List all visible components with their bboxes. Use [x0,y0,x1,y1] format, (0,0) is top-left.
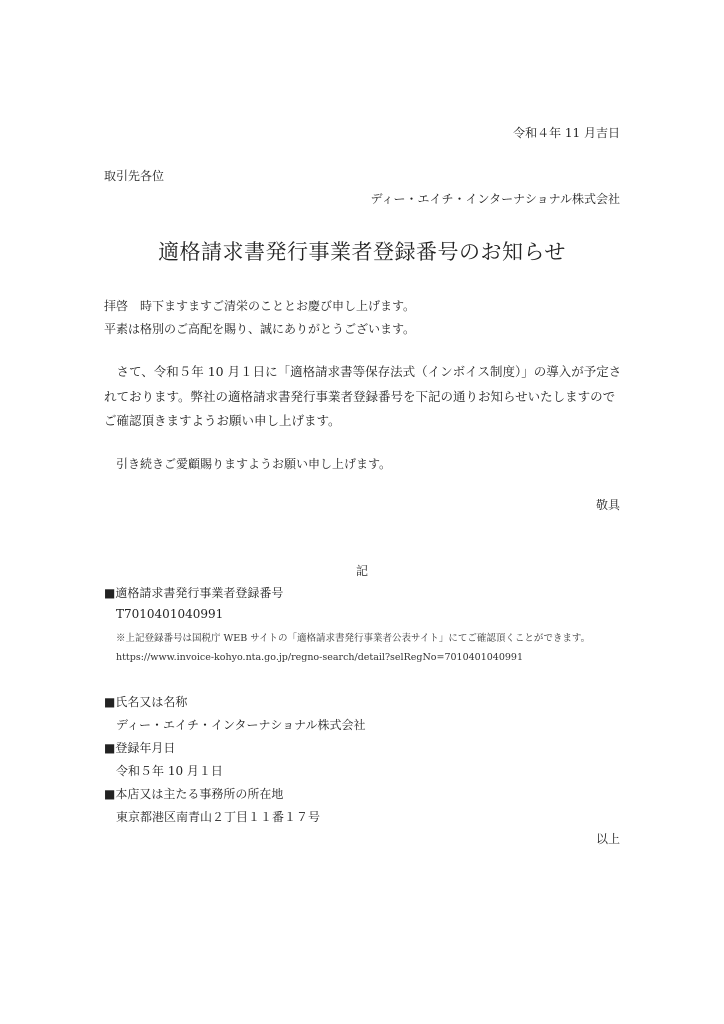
registration-date-label: ■登録年月日 [104,741,176,755]
body-paragraph-1: さて、令和５年 10 月１日に「適格請求書等保存法式（インボイス制度）」の導入が予定されております。弊社の適格請求書発行事業者登録番号を下記の通りお知らせいたしますのでご確認頂きますようお願い申し上げます。 [104,364,622,428]
office-address-value: 東京都港区南青山２丁目１１番１７号 [116,810,321,824]
registration-url-link[interactable]: https://www.invoice-kohyo.nta.go.jp/regno-search/detail?selRegNo=7010401040991 [116,652,524,663]
company-name-value: ディー・エイチ・インターナショナル株式会社 [116,718,366,732]
office-address-label: ■本店又は主たる事務所の所在地 [104,787,284,801]
registration-note: ※上記登録番号は国税庁 WEB サイトの「適格請求書発行事業者公表サイト」にてご確認頂くことができます。 [116,633,591,644]
registration-date-value: 令和５年 10 月１日 [116,764,223,778]
company-name-label: ■氏名又は名称 [104,695,188,709]
sender-company: ディー・エイチ・インターナショナル株式会社 [370,192,620,206]
details-heading: 記 [356,564,369,578]
registration-number-value: T7010401040991 [116,607,224,621]
closing-keigu: 敬具 [595,498,620,512]
recipient: 取引先各位 [104,169,165,183]
greeting-line-1: 拝啓 時下ますますご清栄のこととお慶び申し上げます。 [104,299,416,313]
body-paragraph-2: 引き続きご愛顧賜りますようお願い申し上げます。 [116,457,392,471]
greeting-line-2: 平素は格別のご高配を賜り、誠にありがとうございます。 [104,322,416,336]
end-marker: 以上 [595,832,620,846]
issue-date: 令和４年 11 月吉日 [513,126,620,140]
document-title: 適格請求書発行事業者登録番号のお知らせ [158,240,566,264]
registration-number-label: ■適格請求書発行事業者登録番号 [104,586,284,600]
